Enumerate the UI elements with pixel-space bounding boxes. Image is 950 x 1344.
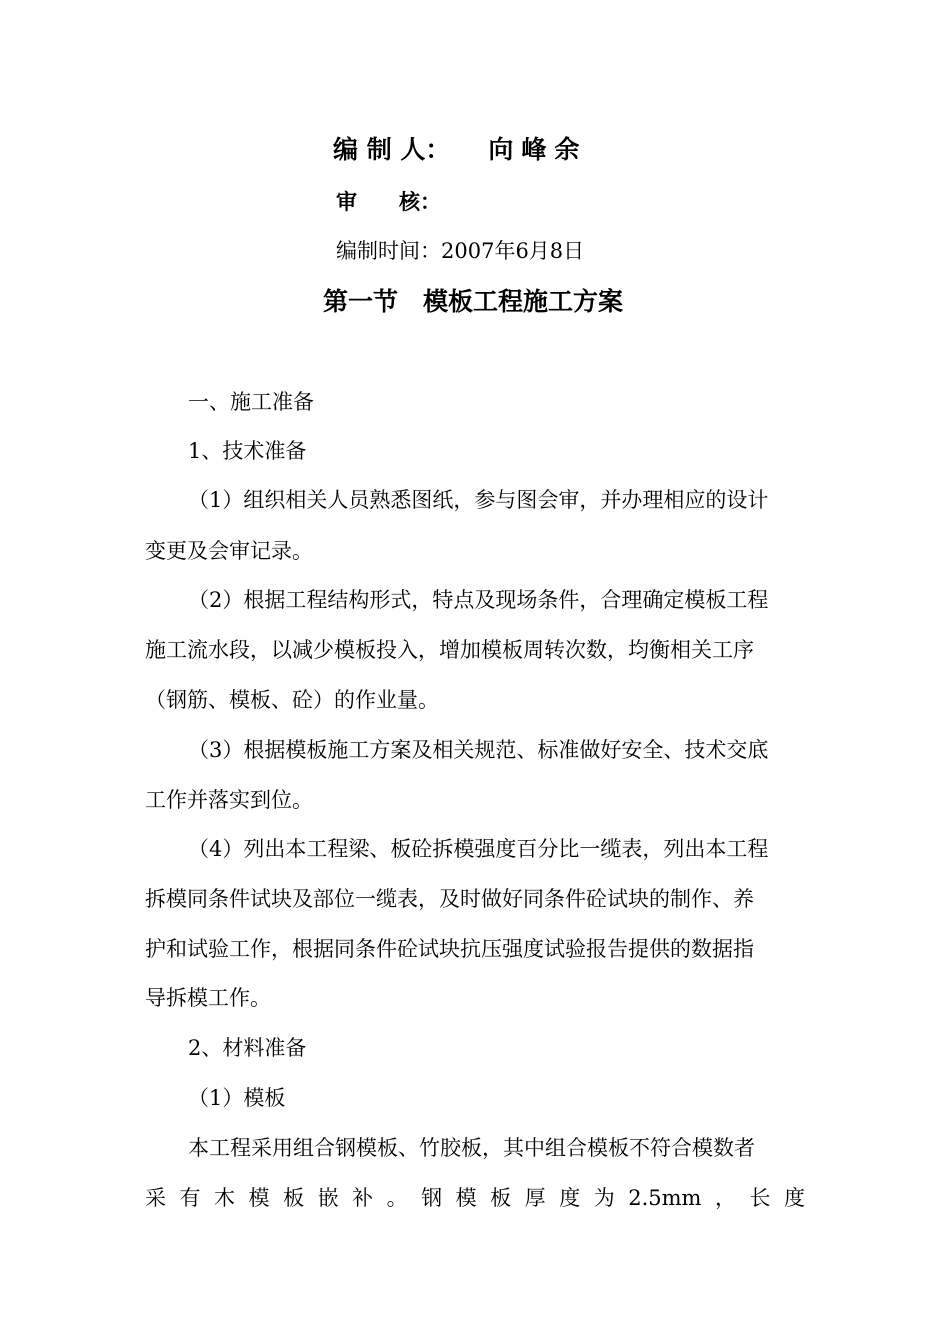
- justified-token: 钢: [421, 1186, 443, 1210]
- section-title: 第一节 模板工程施工方案: [323, 287, 624, 316]
- paragraph-4-line-3: 护和试验工作，根据同条件砼试块抗压强度试验报告提供的数据指: [145, 937, 754, 961]
- justified-token: 厚: [524, 1186, 546, 1210]
- compiler-label: 编 制 人：: [333, 135, 451, 164]
- paragraph-2-line-1: （2）根据工程结构形式，特点及现场条件，合理确定模板工程: [188, 588, 769, 612]
- reviewer-line: [336, 188, 441, 216]
- paragraph-1-line-1: （1）组织相关人员熟悉图纸，参与图会审，并办理相应的设计: [188, 488, 769, 512]
- paragraph-3-line-2: 工作并落实到位。: [145, 788, 313, 812]
- paragraph-1-line-2: 变更及会审记录。: [145, 539, 313, 563]
- reviewer-label: 审 核：: [336, 189, 441, 214]
- paragraph-2-line-3: （钢筋、模板、砼）的作业量。: [145, 688, 439, 712]
- date-line: [336, 237, 584, 265]
- justified-token: 模: [248, 1186, 270, 1210]
- justified-token: 为: [593, 1186, 615, 1210]
- justified-token: 长: [749, 1186, 771, 1210]
- justified-token: 度: [784, 1186, 805, 1210]
- paragraph-3-line-1: （3）根据模板施工方案及相关规范、标准做好安全、技术交底: [188, 738, 769, 762]
- paragraph-4-line-4: 导拆模工作。: [145, 986, 271, 1010]
- justified-token: 有: [179, 1186, 201, 1210]
- justified-token: 采: [145, 1186, 166, 1210]
- justified-token: 板: [283, 1186, 305, 1210]
- paragraph-2-line-2: 施工流水段，以减少模板投入，增加模板周转次数，均衡相关工序: [145, 638, 754, 662]
- justified-token: ，: [714, 1186, 736, 1210]
- paragraph-4-line-2: 拆模同条件试块及部位一缆表，及时做好同条件砼试块的制作、养: [145, 887, 754, 911]
- justified-token: 2.5mm: [628, 1186, 702, 1210]
- date-label: 编制时间：: [336, 239, 441, 263]
- paragraph-4-line-1: （4）列出本工程梁、板砼拆模强度百分比一缆表，列出本工程: [188, 837, 769, 861]
- justified-token: 嵌: [317, 1186, 339, 1210]
- justified-token: 。: [386, 1186, 408, 1210]
- heading-construction-prep: 一、施工准备: [188, 390, 314, 414]
- heading-technical-prep: 1、技术准备: [188, 439, 307, 463]
- paragraph-5-line-2: [145, 1184, 805, 1212]
- heading-formwork: （1）模板: [188, 1086, 286, 1110]
- justified-token: 板: [490, 1186, 512, 1210]
- justified-token: 补: [352, 1186, 374, 1210]
- paragraph-5-line-1: 本工程采用组合钢模板、竹胶板，其中组合模板不符合模数者: [188, 1136, 755, 1160]
- compiler-name: 向峰余: [488, 135, 588, 164]
- justified-token: 木: [214, 1186, 236, 1210]
- heading-material-prep: 2、材料准备: [188, 1036, 307, 1060]
- justified-token: 度: [559, 1186, 581, 1210]
- date-value: 2007年6月8日: [441, 239, 585, 263]
- justified-token: 模: [455, 1186, 477, 1210]
- compiler-line: [333, 134, 587, 166]
